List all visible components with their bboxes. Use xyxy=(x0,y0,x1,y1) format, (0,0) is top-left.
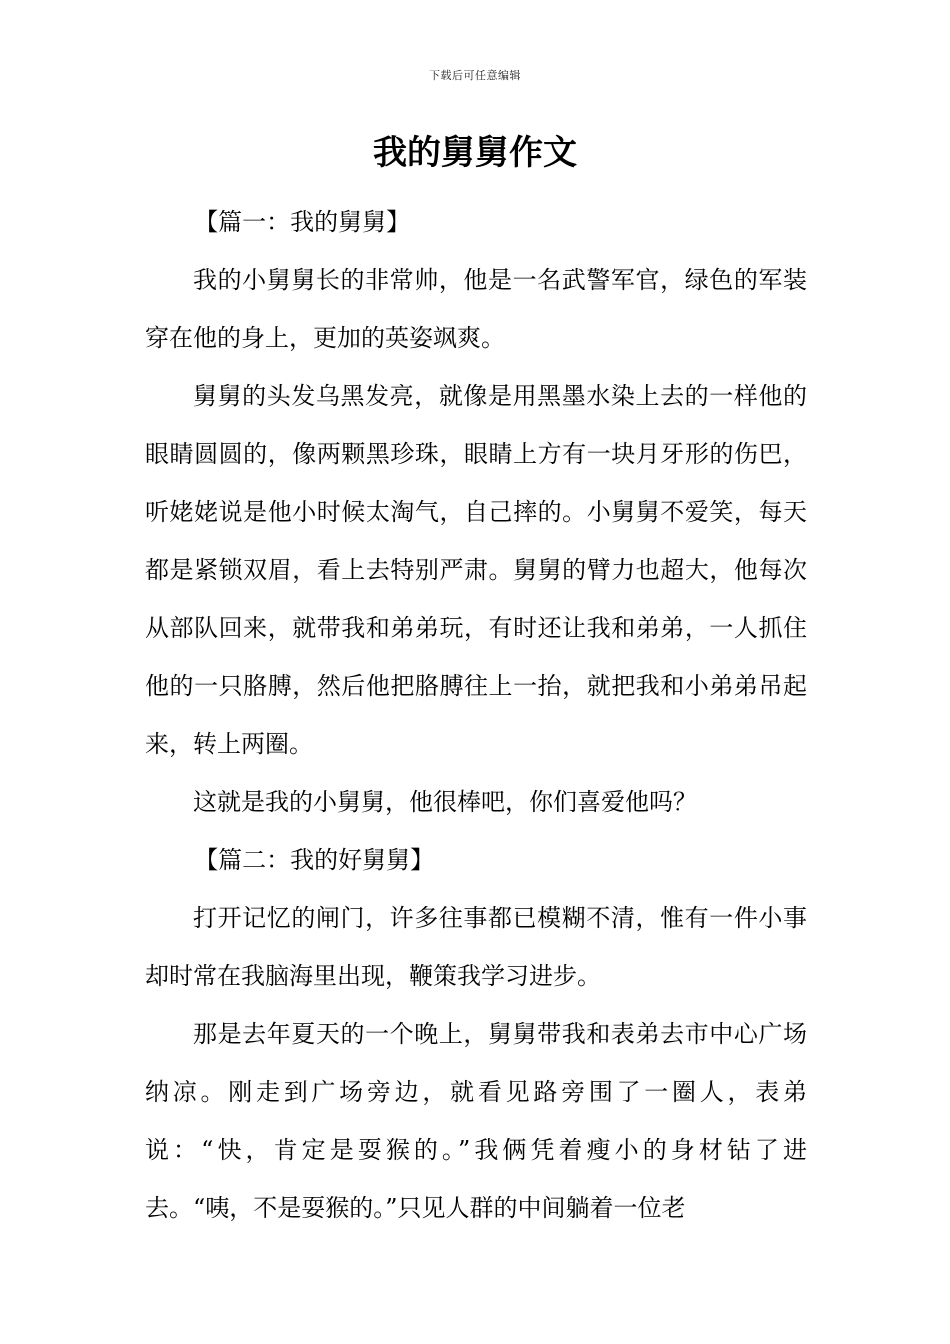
section-heading-1: 【篇一：我的舅舅】 xyxy=(194,208,411,236)
document-title: 我的舅舅作文 xyxy=(373,133,577,173)
page-header-note: 下载后可任意编辑 xyxy=(429,69,521,82)
paragraph: 打开记忆的闸门，许多往事都已模糊不清，惟有一件小事却时常在我脑海里出现，鞭策我学习进步。 xyxy=(145,904,807,990)
paragraph: 我的小舅舅长的非常帅，他是一名武警军官，绿色的军装穿在他的身上，更加的英姿飒爽。 xyxy=(145,266,807,352)
document-body xyxy=(145,193,807,1237)
paragraph: 舅舅的头发乌黑发亮，就像是用黑墨水染上去的一样他的眼睛圆圆的，像两颗黑珍珠，眼睛上方有一块月牙形的伤巴，听姥姥说是他小时候太淘气，自己摔的。小舅舅不爱笑，每天都是紧锁双眉，看上去特别严肃。舅舅的臂力也超大，他每次从部队回来，就带我和弟弟玩，有时还让我和弟弟，一人抓住他的一只胳膊，然后他把胳膊往上一抬，就把我和小弟弟吊起来，转上两圈。 xyxy=(145,382,807,758)
paragraph: 那是去年夏天的一个晚上，舅舅带我和表弟去市中心广场纳凉。刚走到广场旁边，就看见路旁围了一圈人，表弟说：“快，肯定是耍猴的。”我俩凭着瘦小的身材钻了进去。“咦，不是耍猴的。”只见人群的中间躺着一位老 xyxy=(145,1020,807,1222)
section-heading-2: 【篇二：我的好舅舅】 xyxy=(194,846,435,874)
paragraph: 这就是我的小舅舅，他很棒吧，你们喜爱他吗？ xyxy=(193,788,697,816)
